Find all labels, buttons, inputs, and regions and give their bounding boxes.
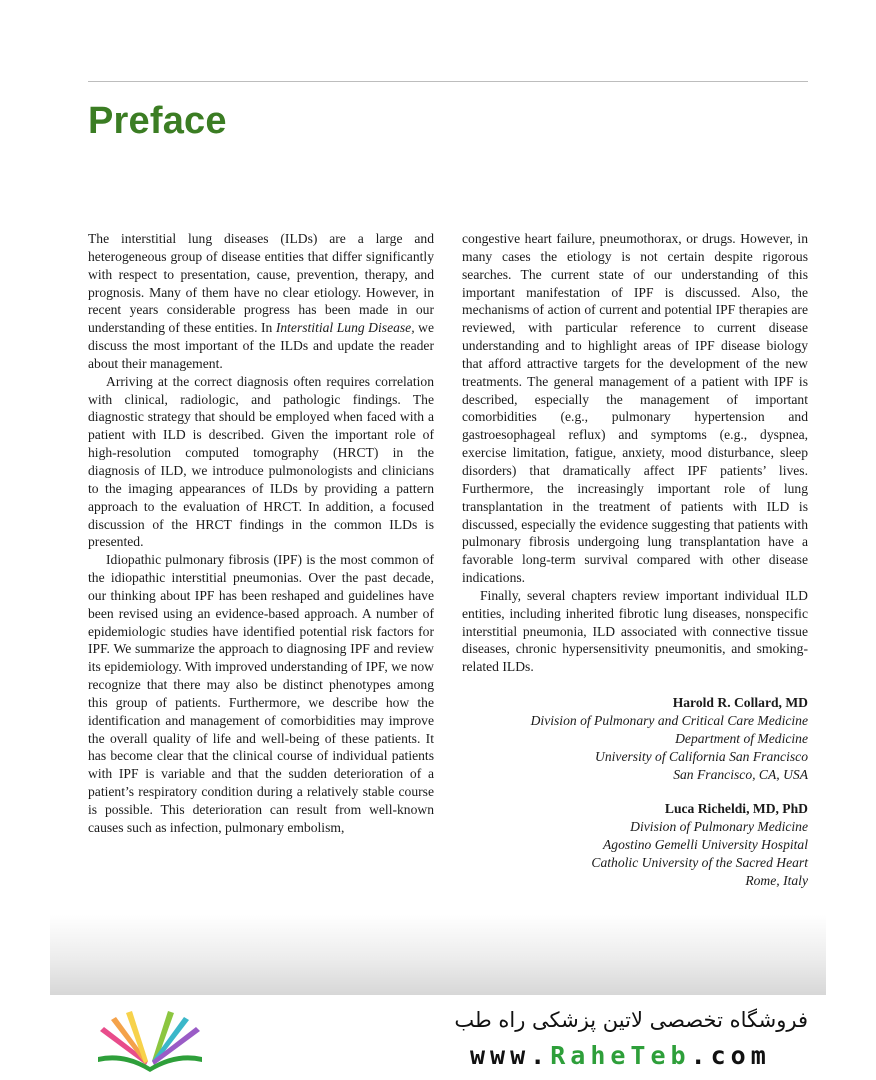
url-suffix: .com: [690, 1041, 771, 1070]
top-rule: [88, 81, 808, 82]
paragraph-ipf-continued: congestive heart failure, pneumothorax, or drugs. However, in many cases the etiology is not certain despite rigorous searches. The current state of our understanding of this important manifestation of IPF is discussed. Also, the mechanisms of action of current and potential IPF therapies are reviewed, with particular reference to current disease understanding and to highlight areas of IPF disease biology that afford attractive targets for the development of the new treatments. The general management of a patient with IPF is described, especially the management of important comorbidities (e.g., pulmonary hypertension and gastroesophageal reflux) and symptoms (e.g., dyspnea, exercise limitation, fatigue, anxiety, mood disturbance, sleep disorders) that dramatically affect IPF patients’ lives. Furthermore, the increasingly important role of lung transplantation in the treatment of patients with ILD is discussed, especially the evidence suggesting that patients with pulmonary fibrosis undergoing lung transplantation have a favorable long-term survival compared with other disease indications.: [462, 231, 808, 586]
url-brand: RaheTeb: [550, 1041, 691, 1070]
paragraph-ipf: Idiopathic pulmonary fibrosis (IPF) is the most common of the idiopathic interstitial pneumonias. Over the past decade, our thinking about IPF has been reshaped and guidelines have been revised using an evidence-based approach. A number of epidemiologic studies have identified potential risk factors for IPF. We summarize the approach to diagnosing IPF and review its epidemiology. With improved understanding of IPF, we now recognize that there may also be distinct phenotypes among this group of patients. Furthermore, we describe how the identification and management of comorbidities may improve the overall quality of life and well-being of these patients. It has become clear that the clinical course of individual patients with IPF is variable and that the sudden deterioration of a patient’s respiratory condition during a relatively stable course is possible. This deterioration can result from well-known causes such as infection, pulmonary embolism,: [88, 552, 434, 835]
page-title: Preface: [88, 100, 227, 142]
book-title: Interstitial Lung Disease,: [275, 320, 415, 336]
affiliation-line: University of California San Francisco: [595, 749, 808, 765]
affiliation-line: Catholic University of the Sacred Heart: [591, 855, 808, 871]
signature-collard: [462, 694, 808, 784]
paragraph-finally: Finally, several chapters review important individual ILD entities, including inherited fibrotic lung diseases, nonspecific interstitial pneumonia, ILD associated with connective tissue diseases, chronic hypersensitivity pneumonitis, and smoking-related ILDs.: [462, 587, 808, 675]
right-column: [462, 230, 808, 890]
author-name: Luca Richeldi, MD, PhD: [664, 801, 808, 817]
url-prefix: www.: [470, 1041, 551, 1070]
left-column: [88, 230, 434, 837]
intro-text-end: we discuss the most important of the ILDs and update the reader about their management.: [88, 320, 434, 371]
paragraph-diagnosis: Arriving at the correct diagnosis often requires correlation with clinical, radiologic, and pathologic findings. The diagnostic strategy that should be employed when faced with a patient with ILD is described. Given the important role of high-resolution computed tomography (HRCT) in the diagnosis of ILD, we introduce pulmonologists and clinicians to the imaging appearances of ILDs by providing a pattern approach to the evaluation of HRCT. In addition, a focused discussion of the HRCT findings in the common ILDs is presented.: [88, 373, 434, 550]
intro-text-start: The interstitial lung diseases (ILDs) are a large and heterogeneous group of disease entities that differ significantly with respect to presentation, cause, prevention, therapy, and prognosis. Many of them have no clear etiology. However, in recent years considerable progress has been made in our understanding of these entities. In: [88, 231, 434, 336]
book-logo-icon: [90, 1005, 210, 1075]
affiliation-line: Division of Pulmonary and Critical Care Medicine: [530, 713, 808, 729]
affiliation-line: Rome, Italy: [745, 873, 808, 889]
author-name: Harold R. Collard, MD: [672, 695, 808, 711]
affiliation-line: San Francisco, CA, USA: [673, 767, 808, 783]
paragraph-intro: [88, 230, 434, 373]
affiliation-line: Department of Medicine: [675, 731, 808, 747]
store-name: فروشگاه تخصصی لاتین پزشکی راه طب: [454, 1008, 808, 1032]
affiliation-line: Agostino Gemelli University Hospital: [602, 837, 808, 853]
affiliation-line: Division of Pulmonary Medicine: [630, 819, 808, 835]
store-url: [470, 1041, 771, 1070]
signature-richeldi: [462, 800, 808, 890]
page-bottom-shadow: [50, 915, 826, 995]
